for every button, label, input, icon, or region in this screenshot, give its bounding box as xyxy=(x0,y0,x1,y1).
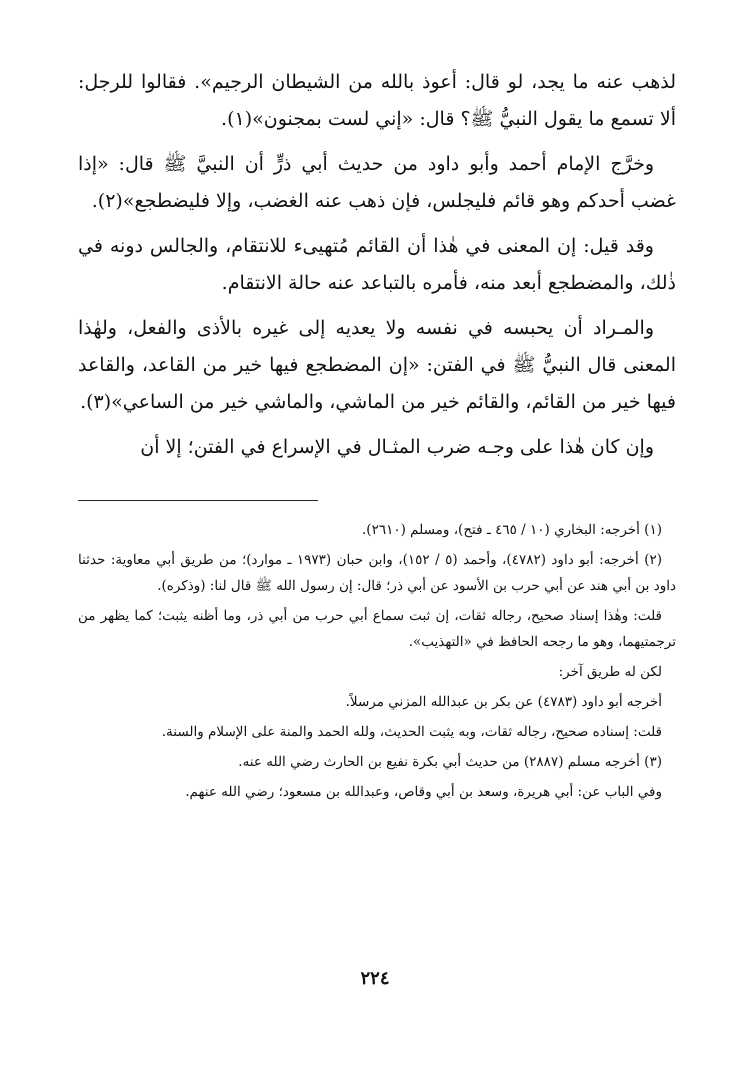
paragraph-1: لذهب عنه ما يجد، لو قال: أعوذ بالله من الشيطان الرجيم». فقالوا للرجل: ألا تسمع ما يقول النبيُّ ﷺ؟ قال: «إني لست بمجنون»(١). xyxy=(78,71,676,130)
footnote-2-note-4: قلت: إسناده صحيح، رجاله ثقات، وبه يثبت الحديث، ولله الحمد والمنة على الإسلام والسنة. xyxy=(161,724,662,740)
footnote-3: (٣) أخرجه مسلم (٢٨٨٧) من حديث أبي بكرة نفيع بن الحارث رضي الله عنه. xyxy=(238,754,662,770)
footnote-2: (٢) أخرجه: أبو داود (٤٧٨٢)، وأحمد (٥ / ١٥٢)، وابن حبان (١٩٧٣ ـ موارد)؛ من طريق أبي معاوية: حدثنا داود بن أبي هند عن أبي حرب بن الأسود عن أبي ذر؛ قال: إن رسول الله ﷺ قال لنا: (وذكره). xyxy=(78,552,676,594)
book-page xyxy=(78,64,676,1024)
footnote-separator-wrap xyxy=(78,474,676,517)
footnote-separator xyxy=(78,500,318,501)
footnote-2-note-3: أخرجه أبو داود (٤٧٨٣) عن بكر بن عبدالله المزني مرسلاً. xyxy=(345,694,662,710)
footnote-2-note-2: لكن له طريق آخر: xyxy=(558,664,662,680)
footnote-1: (١) أخرجه: البخاري (١٠ / ٤٦٥ ـ فتح)، ومسلم (٢٦١٠). xyxy=(362,522,662,538)
paragraph-2: وخرَّج الإمام أحمد وأبو داود من حديث أبي ذرٍّ أن النبيَّ ﷺ قال: «إذا غضب أحدكم وهو قائم فليجلس، فإن ذهب عنه الغضب، وإلا فليضطجع»(٢). xyxy=(78,153,676,212)
footnote-3-note-1: وفي الباب عن: أبي هريرة، وسعد بن أبي وقاص، وعبدالله بن مسعود؛ رضي الله عنهم. xyxy=(185,784,662,800)
paragraph-3: وقد قيل: إن المعنى في هٰذا أن القائم مُتهيىء للانتقام، والجالس دونه في ذٰلك، والمضطجع أبعد منه، فأمره بالتباعد عنه حالة الانتقام. xyxy=(78,235,676,294)
paragraph-5: وإن كان هٰذا على وجـه ضرب المثـال في الإسراع في الفتن؛ إلا أن xyxy=(140,436,654,458)
footnote-2-note-1: قلت: وهٰذا إسناد صحيح، رجاله ثقات، إن ثبت سماع أبي حرب من أبي ذر، وما أظنه يثبت؛ كما يظهر من ترجمتيهما، وهو ما رجحه الحافظ في «التهذيب». xyxy=(78,608,676,650)
page-number: ٢٢٤ xyxy=(360,968,390,989)
paragraph-4: والمـراد أن يحبسه في نفسه ولا يعديه إلى غيره بالأذى والفعل، ولهٰذا المعنى قال النبيُّ ﷺ في الفتن: «إن المضطجع فيها خير من القاعد، والقاعد فيها خير من القائم، والقائم خير من الماشي، والماشي خير من الساعي»(٣). xyxy=(78,317,676,413)
footnotes xyxy=(78,517,676,805)
main-text xyxy=(78,64,676,466)
